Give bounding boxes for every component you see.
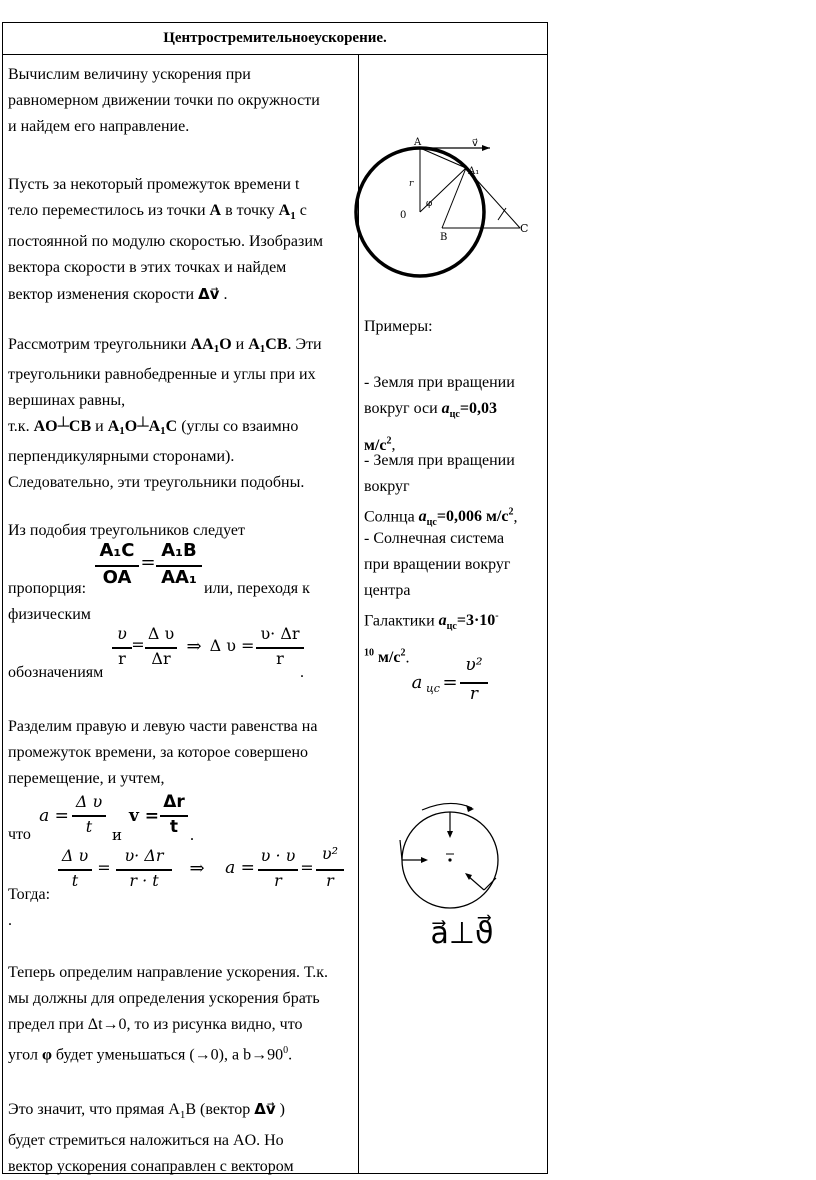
implies-arrow: ⇒	[189, 858, 205, 879]
perpendicular-notation: a⃗⊥ϑ⃗	[430, 916, 494, 951]
text: A	[107, 418, 120, 435]
superscript: -	[495, 611, 499, 622]
denominator: Δr	[151, 649, 171, 668]
text-line: Вычислим величину ускорения при	[8, 66, 251, 83]
subscript: цс	[426, 517, 437, 529]
text: A	[278, 202, 291, 219]
text: что	[8, 826, 31, 843]
text: CB	[265, 336, 288, 353]
denominator: OA	[102, 567, 132, 588]
text-line: промежуток времени, за которое совершено	[8, 744, 308, 761]
delta-v-symbol: Δv⃗	[254, 1100, 276, 1118]
paragraph-3	[8, 332, 322, 496]
denominator: r · t	[129, 871, 159, 890]
paragraph-7	[8, 1096, 294, 1180]
point-a: A	[209, 202, 222, 219]
text-line: перпендикулярными сторонами).	[8, 448, 235, 465]
label: v =	[128, 806, 160, 826]
label-A: A	[414, 137, 422, 148]
unit: м/с	[374, 648, 401, 666]
implies-arrow: ⇒	[186, 636, 202, 657]
text-line: мы должны для определения ускорения брать	[8, 990, 320, 1007]
paragraph-1	[8, 62, 320, 140]
subscript: 1	[119, 425, 125, 437]
arrow-head	[447, 831, 453, 838]
text-line: Из подобия треугольников следует	[8, 522, 245, 539]
rotation-arrow	[422, 803, 472, 810]
text: угол	[8, 1046, 42, 1064]
numerator: Δ υ	[61, 846, 89, 865]
text-line: пропорция:	[8, 580, 87, 597]
text: B (вектор	[185, 1101, 251, 1118]
text: A	[148, 418, 161, 435]
arrow-head	[421, 857, 428, 863]
text: в точку	[221, 202, 279, 219]
examples-title: Примеры:	[364, 318, 433, 335]
text-line: при вращении вокруг	[364, 556, 511, 573]
table-header: Центростремительноеускорение.	[3, 23, 547, 55]
delta-v-line	[442, 168, 466, 228]
label-r: r	[409, 179, 414, 189]
text-line	[8, 1096, 294, 1128]
text-line: треугольники равнобедренные и углы при их	[8, 366, 316, 383]
text: и	[91, 418, 108, 435]
equals: =	[131, 635, 145, 654]
subscript: 1	[213, 343, 220, 355]
text-line: равномерном движении точки по окружности	[8, 92, 320, 109]
denominator: r	[274, 871, 282, 890]
delta-v-symbol: Δv⃗	[198, 285, 220, 304]
text-line: вектора скорости в этих точках и найдем	[8, 259, 287, 277]
phi-symbol: φ	[41, 1046, 52, 1064]
label: a =	[39, 806, 69, 826]
equals: =	[140, 552, 156, 573]
denominator: t	[169, 817, 179, 837]
text: и	[112, 826, 122, 844]
expression: Δ υ =	[209, 636, 255, 655]
text-line	[8, 414, 322, 444]
denominator: t	[71, 871, 79, 890]
label-C: C	[520, 222, 529, 235]
numerator: A₁C	[99, 540, 135, 561]
subscript: цс	[446, 621, 457, 633]
example-solar-system	[364, 526, 510, 671]
arrow-head	[482, 145, 490, 151]
text-line: центра	[364, 582, 411, 599]
text-line: - Земля при вращении	[364, 452, 515, 469]
text: Галактики	[364, 612, 439, 630]
label-B: B	[440, 232, 448, 243]
velocity-vector	[466, 168, 520, 228]
perp-symbol: ┴	[137, 418, 149, 435]
symbol: a	[411, 672, 423, 693]
text: AA	[190, 336, 214, 353]
label-v: v⃗	[472, 138, 478, 149]
subscript: 1	[160, 425, 166, 437]
text: C	[165, 418, 178, 435]
text-line: постоянной по модулю скоростью. Изобразим	[8, 233, 324, 251]
label-A1: A₁	[468, 166, 480, 177]
label-O: 0	[400, 210, 407, 221]
numerator: υ · υ	[260, 846, 296, 865]
point-a1	[278, 202, 296, 223]
text-line	[364, 396, 515, 428]
denominator: r	[118, 649, 126, 668]
text: Солнца	[364, 508, 419, 526]
denominator: r	[326, 871, 334, 890]
value: =0,03	[459, 400, 497, 417]
arrow-head	[466, 805, 474, 812]
center-point	[448, 858, 451, 861]
text: )	[275, 1101, 285, 1118]
velocity-vector	[484, 878, 496, 890]
text: с	[295, 202, 307, 219]
symbol: a	[441, 400, 450, 417]
numerator: υ· Δr	[260, 624, 300, 643]
text: и	[231, 336, 249, 353]
text-line	[8, 332, 322, 362]
text: .	[189, 826, 195, 844]
superscript: 2	[400, 647, 406, 659]
text: ,	[391, 436, 396, 454]
text: вектор изменения скорости	[8, 286, 195, 304]
text: . Эти	[287, 336, 322, 353]
paragraph-5	[8, 714, 317, 792]
text: A	[248, 336, 260, 353]
equals: =	[300, 858, 314, 877]
symbol: a	[418, 508, 427, 526]
denominator: t	[85, 817, 93, 836]
numerator: υ· Δr	[124, 846, 164, 865]
text: AO	[33, 418, 58, 435]
label-phi: φ	[426, 199, 433, 209]
text: (углы со взаимно	[177, 418, 299, 435]
numerator: Δr	[163, 792, 185, 812]
text-line	[8, 1038, 328, 1068]
superscript: 10	[364, 647, 374, 659]
label: a =	[225, 858, 255, 878]
text: .	[288, 1046, 293, 1064]
text: т.к.	[8, 418, 34, 435]
text-line: Теперь определим направление ускорения. Т.к.	[8, 964, 328, 981]
text: .	[300, 664, 304, 681]
text: .	[405, 648, 410, 666]
text: .	[219, 286, 228, 304]
subscript: 1	[290, 210, 296, 223]
example-earth-sun	[364, 448, 517, 537]
text-line: и найдем его направление.	[8, 118, 190, 135]
denominator: AA₁	[161, 567, 197, 588]
text-line	[8, 281, 323, 308]
text-line: вершинах равны,	[8, 392, 126, 409]
text-line: вокруг	[364, 478, 410, 495]
numerator: υ²	[465, 655, 483, 675]
text: .	[8, 912, 12, 929]
text-line: - Солнечная система	[364, 530, 505, 547]
text-line: обозначениям	[8, 664, 104, 681]
text: тело переместилось из точки	[8, 202, 210, 219]
equals: =	[97, 858, 111, 877]
text: ,	[513, 508, 518, 526]
text-line: будет стремиться наложиться на AO. Но	[8, 1132, 284, 1150]
text-line: - Земля при вращении	[364, 374, 515, 391]
symbol: a	[438, 612, 447, 630]
text-line: перемещение, и учтем,	[8, 770, 165, 787]
text: Это значит, что прямая A	[8, 1101, 180, 1118]
acceleration-direction-diagram	[392, 796, 512, 916]
superscript: 0	[283, 1045, 289, 1056]
paragraph-6	[8, 960, 328, 1068]
velocity-vector	[400, 840, 402, 860]
unit: м/с	[364, 436, 387, 454]
text: будет уменьшаться (→0), а b→90	[51, 1046, 284, 1064]
text-line	[8, 198, 323, 229]
equals: =	[442, 672, 458, 693]
text: CB	[68, 418, 92, 435]
numerator: υ²	[321, 844, 339, 863]
text: Рассмотрим треугольники	[8, 336, 191, 353]
acceleration-vector	[468, 876, 484, 890]
text-line: или, переходя к	[204, 580, 310, 597]
angle-mark	[498, 208, 506, 220]
value: =3·10	[456, 612, 496, 630]
value: =0,006 м/с	[436, 508, 509, 526]
text: O	[219, 336, 232, 353]
superscript: 2	[386, 435, 392, 447]
velocity-change-diagram	[360, 136, 540, 286]
subscript: цс	[449, 409, 460, 421]
numerator: A₁B	[161, 540, 197, 561]
denominator: r	[276, 649, 284, 668]
numerator: Δ υ	[75, 792, 103, 811]
text-line: Пусть за некоторый промежуток времени t	[8, 176, 300, 193]
text-line: физическим	[8, 606, 91, 623]
paragraph-2	[8, 172, 323, 308]
subscript: 1	[179, 1109, 186, 1122]
text-line: вектор ускорения сонаправлен с вектором	[8, 1158, 294, 1176]
subscript: 1	[259, 343, 266, 355]
numerator: Δ υ	[147, 624, 175, 643]
subscript: цс	[426, 682, 440, 695]
example-earth-axis	[364, 370, 515, 459]
superscript: 2	[508, 507, 514, 518]
text-line: Следовательно, эти треугольники подобны.	[8, 474, 305, 491]
text-line	[364, 604, 510, 641]
text-line: Разделим правую и левую части равенства на	[8, 718, 318, 735]
perp-symbol: ┴	[57, 418, 69, 435]
denominator: r	[469, 684, 479, 704]
text-line: предел при Δt→0, то из рисунка видно, что	[8, 1016, 303, 1033]
numerator: υ	[117, 624, 127, 643]
text: Тогда:	[8, 886, 51, 903]
text: O	[124, 418, 138, 435]
text: вокруг оси	[364, 400, 442, 417]
text-line	[364, 641, 510, 671]
